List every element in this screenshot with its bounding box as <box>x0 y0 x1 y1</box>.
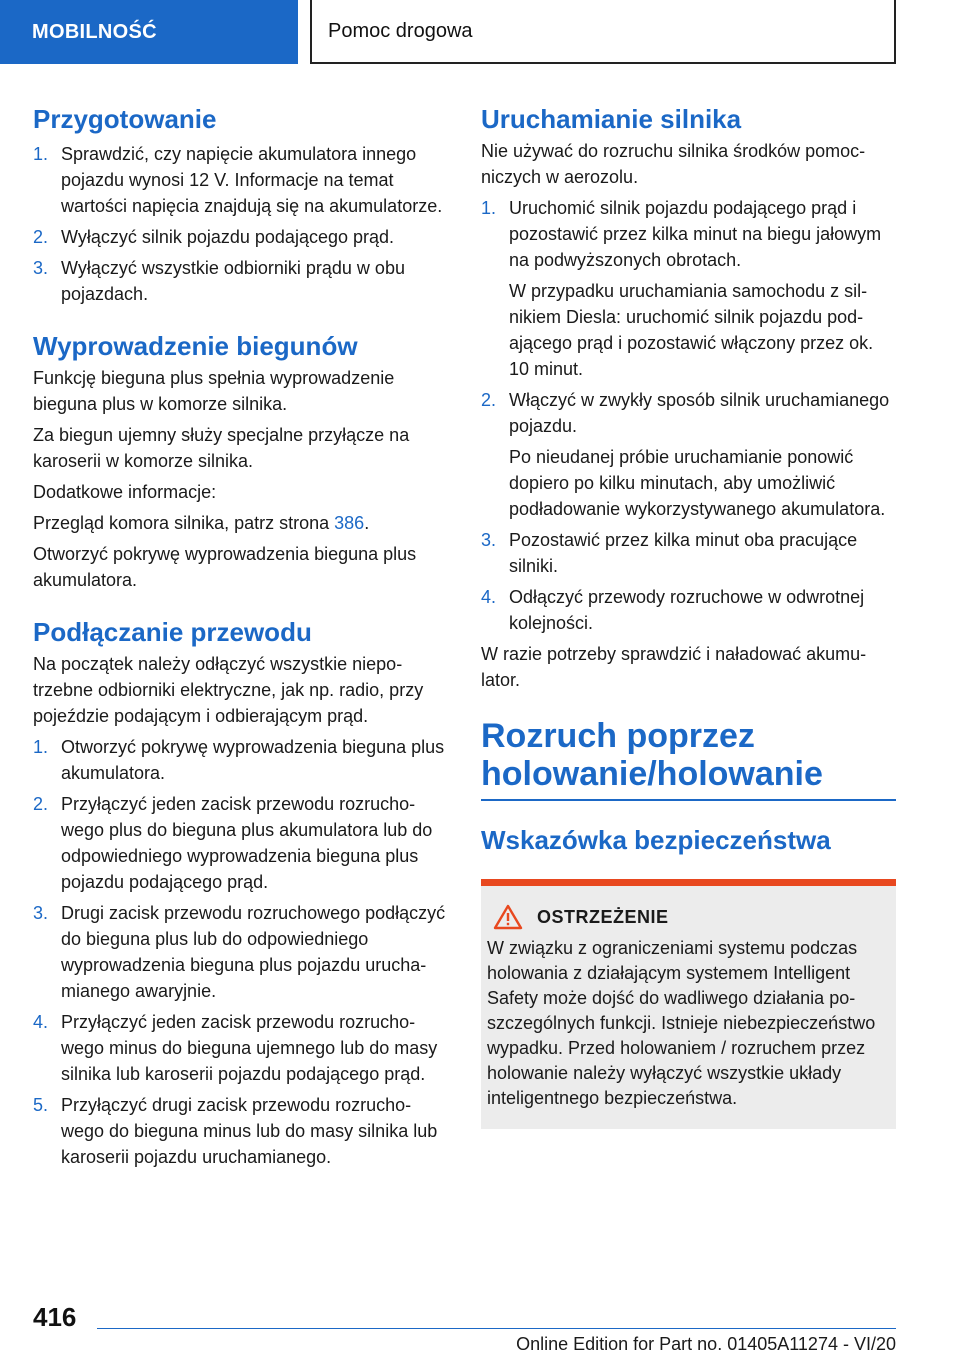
poles-reference <box>33 510 448 536</box>
step-note: W przypadku uruchamiania samochodu z silnikiem Diesla: uruchomić silnik pojazdu podającego prąd i pozostawić włączony przez ok. 10 minut. <box>509 281 874 379</box>
engine-start-steps <box>481 195 896 636</box>
list-item <box>481 527 896 579</box>
step-text: Otworzyć pokrywę wyprowadzenia bieguna plus akumulatora. <box>61 737 445 783</box>
step-number: 3. <box>33 258 49 278</box>
step-number: 2. <box>33 227 49 247</box>
step-text: Uruchomić silnik pojazdu podającego prąd i pozostawić przez kilka minut na biegu jałowym na podwyższonych obrotach. <box>509 198 882 270</box>
step-number: 4. <box>481 587 497 607</box>
step-number: 2. <box>33 794 49 814</box>
connect-intro: Na początek należy odłączyć wszystkie niepotrzebne odbiorniki elektryczne, jak np. radio, przy pojeździe podającym i odbierającym prąd. <box>33 654 424 726</box>
list-item <box>481 195 896 382</box>
poles-paragraph: Dodatkowe informacje: <box>33 482 217 502</box>
step-text: Pozostawić przez kilka minut oba pracujące silniki. <box>509 530 858 576</box>
step-text: Drugi zacisk przewodu rozruchowego podłączyć do bieguna plus lub do odpowiedniego wyprowadzenia bieguna plus pojazdu uruchamianego awaryjnie. <box>61 903 446 1001</box>
list-item <box>481 387 896 522</box>
warning-header <box>487 904 890 930</box>
list-item <box>481 584 896 636</box>
step-number: 1. <box>33 737 49 757</box>
poles-paragraph: Funkcję bieguna plus spełnia wyprowadzenie bieguna plus w komorze silnika. <box>33 368 395 414</box>
poles-paragraph: Za biegun ujemny służy specjalne przyłącze na karoserii w komorze silnika. <box>33 425 410 471</box>
list-item <box>33 1092 448 1170</box>
preparation-steps <box>33 141 448 307</box>
right-column <box>481 96 896 1129</box>
section-title-engine-start: Uruchamianie silnika <box>481 104 742 134</box>
warning-triangle-icon <box>493 904 523 930</box>
edition-note: Online Edition for Part no. 01405A11274 - VI/20 <box>516 1334 896 1354</box>
step-text: Sprawdzić, czy napięcie akumulatora innego pojazdu wynosi 12 V. Informacje na temat wartości napięcia znajdują się na akumulatorze. <box>61 144 443 216</box>
list-item <box>33 900 448 1004</box>
list-item <box>33 255 448 307</box>
step-text: Przyłączyć jeden zacisk przewodu rozruchowego minus do bieguna ujemnego lub do masy silnika lub karoserii pojazdu podającego prąd. <box>61 1012 438 1084</box>
step-text: Wyłączyć wszystkie odbiorniki prądu w obu pojazdach. <box>61 258 405 304</box>
step-number: 5. <box>33 1095 49 1115</box>
step-text: Przyłączyć jeden zacisk przewodu rozruchowego plus do bieguna plus akumulatora lub do odpowiedniego wyprowadzenia bieguna plus pojazdu podającego prąd. <box>61 794 433 892</box>
chapter-title: Rozruch poprzez holowanie/holowanie <box>481 717 896 801</box>
section-title-preparation: Przygotowanie <box>33 104 217 134</box>
reference-suffix: . <box>364 513 370 533</box>
section-title-poles: Wyprowadzenie biegunów <box>33 331 358 361</box>
step-text: Przyłączyć drugi zacisk przewodu rozruchowego do bieguna minus lub do masy silnika lub karoserii pojazdu uruchamianego. <box>61 1095 438 1167</box>
page-number: 416 <box>33 1302 77 1332</box>
connect-steps <box>33 734 448 1170</box>
list-item <box>33 1009 448 1087</box>
step-number: 2. <box>481 390 497 410</box>
list-item <box>33 224 448 250</box>
step-number: 3. <box>481 530 497 550</box>
step-note: Po nieudanej próbie uruchamianie ponowić dopiero po kilku minutach, aby umożliwić podładowanie wykorzystywanego akumulatora. <box>509 447 886 519</box>
step-number: 1. <box>33 144 49 164</box>
warning-box <box>481 879 896 1129</box>
warning-text: W związku z ograniczeniami systemu podczas holowania z działającym systemem Intelligent Safety może dojść do wadliwego działania poszczególnych funkcji. Istnieje niebezpieczeństwo wypadku. Przed holowaniem / rozruchem przez holowanie należy wyłączyć wszystkie układy inteligentnego bezpieczeństwa. <box>487 938 876 1108</box>
footer-divider <box>97 1328 896 1329</box>
engine-start-outro: W razie potrzeby sprawdzić i naładować akumulator. <box>481 644 867 690</box>
engine-start-intro: Nie używać do rozruchu silnika środków pomocniczych w aerozolu. <box>481 141 866 187</box>
list-item <box>33 141 448 219</box>
left-column <box>33 96 448 1175</box>
step-text: Włączyć w zwykły sposób silnik uruchamianego pojazdu. <box>509 390 890 436</box>
step-text: Odłączyć przewody rozruchowe w odwrotnej kolejności. <box>509 587 865 633</box>
section-title-connect: Podłączanie przewodu <box>33 617 312 647</box>
page-link[interactable]: 386 <box>334 513 365 533</box>
reference-text: Przegląd komora silnika, patrz strona <box>33 513 335 533</box>
step-number: 1. <box>481 198 497 218</box>
warning-title: OSTRZEŻENIE <box>537 906 669 927</box>
step-text: Wyłączyć silnik pojazdu podającego prąd. <box>61 227 395 247</box>
section-title-safety: Wskazówka bezpieczeństwa <box>481 825 831 855</box>
poles-paragraph: Otworzyć pokrywę wyprowadzenia bieguna plus akumulatora. <box>33 544 417 590</box>
topic-tab: Pomoc drogowa <box>310 0 896 64</box>
list-item <box>33 791 448 895</box>
step-number: 4. <box>33 1012 49 1032</box>
list-item <box>33 734 448 786</box>
step-number: 3. <box>33 903 49 923</box>
section-tab: MOBILNOŚĆ <box>0 0 298 64</box>
